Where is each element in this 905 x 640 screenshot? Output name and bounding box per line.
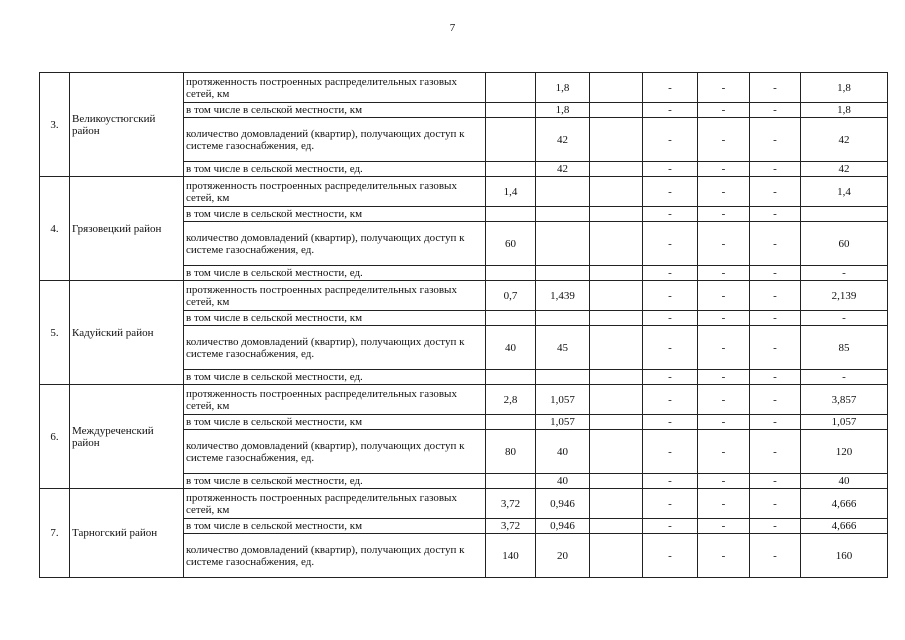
value-cell: 40 (536, 430, 590, 474)
value-cell: - (750, 266, 801, 281)
value-cell (590, 415, 643, 430)
value-cell: - (698, 222, 750, 266)
value-cell: - (698, 534, 750, 578)
total-cell: 4,666 (801, 519, 888, 534)
district-name: Грязовецкий район (70, 177, 184, 281)
value-cell: - (698, 177, 750, 207)
total-cell (801, 207, 888, 222)
value-cell: 60 (486, 222, 536, 266)
value-cell: - (698, 430, 750, 474)
value-cell: - (643, 162, 698, 177)
indicator-label: в том числе в сельской местности, км (184, 311, 486, 326)
value-cell: - (698, 519, 750, 534)
value-cell: 1,4 (486, 177, 536, 207)
district-number: 3. (40, 73, 70, 177)
total-cell: 85 (801, 326, 888, 370)
value-cell: - (750, 489, 801, 519)
district-number: 4. (40, 177, 70, 281)
indicator-label: количество домовладений (квартир), получающих доступ к системе газоснабжения, ед. (184, 222, 486, 266)
value-cell (486, 118, 536, 162)
value-cell: - (698, 266, 750, 281)
table-row (40, 73, 888, 103)
value-cell: - (750, 162, 801, 177)
total-cell: 1,4 (801, 177, 888, 207)
value-cell: - (698, 103, 750, 118)
value-cell (486, 162, 536, 177)
value-cell (486, 207, 536, 222)
value-cell: - (750, 415, 801, 430)
indicator-label: в том числе в сельской местности, ед. (184, 370, 486, 385)
total-cell: 1,8 (801, 103, 888, 118)
indicator-label: протяженность построенных распределительных газовых сетей, км (184, 385, 486, 415)
indicator-label: в том числе в сельской местности, км (184, 207, 486, 222)
value-cell (590, 311, 643, 326)
value-cell: - (750, 474, 801, 489)
value-cell: - (643, 519, 698, 534)
value-cell (486, 103, 536, 118)
table-row (40, 489, 888, 519)
indicator-label: в том числе в сельской местности, км (184, 103, 486, 118)
value-cell (590, 103, 643, 118)
value-cell: - (698, 281, 750, 311)
value-cell: - (750, 326, 801, 370)
value-cell: 1,057 (536, 415, 590, 430)
value-cell: 40 (486, 326, 536, 370)
value-cell: - (698, 474, 750, 489)
value-cell: - (643, 474, 698, 489)
value-cell: 80 (486, 430, 536, 474)
total-cell: 160 (801, 534, 888, 578)
value-cell: - (750, 430, 801, 474)
value-cell (590, 207, 643, 222)
value-cell (486, 73, 536, 103)
value-cell: - (750, 534, 801, 578)
indicator-label: в том числе в сельской местности, ед. (184, 162, 486, 177)
total-cell: - (801, 266, 888, 281)
value-cell: - (643, 73, 698, 103)
value-cell: - (750, 118, 801, 162)
value-cell (486, 370, 536, 385)
total-cell: 2,139 (801, 281, 888, 311)
value-cell (590, 370, 643, 385)
value-cell: 40 (536, 474, 590, 489)
total-cell: - (801, 370, 888, 385)
value-cell: - (750, 281, 801, 311)
value-cell: - (643, 534, 698, 578)
indicator-label: количество домовладений (квартир), получающих доступ к системе газоснабжения, ед. (184, 534, 486, 578)
value-cell: 1,8 (536, 103, 590, 118)
total-cell: 3,857 (801, 385, 888, 415)
value-cell: - (643, 207, 698, 222)
value-cell: 1,439 (536, 281, 590, 311)
value-cell (590, 162, 643, 177)
value-cell: - (643, 489, 698, 519)
value-cell: - (643, 415, 698, 430)
value-cell (536, 266, 590, 281)
value-cell: 20 (536, 534, 590, 578)
total-cell: - (801, 311, 888, 326)
value-cell (590, 281, 643, 311)
total-cell: 42 (801, 118, 888, 162)
value-cell: - (698, 489, 750, 519)
total-cell: 1,057 (801, 415, 888, 430)
table-row (40, 177, 888, 207)
indicator-label: протяженность построенных распределительных газовых сетей, км (184, 73, 486, 103)
value-cell (590, 177, 643, 207)
value-cell: - (750, 370, 801, 385)
value-cell: 45 (536, 326, 590, 370)
district-name: Междуреченский район (70, 385, 184, 489)
value-cell: 42 (536, 118, 590, 162)
value-cell (590, 73, 643, 103)
value-cell: - (643, 177, 698, 207)
value-cell: - (643, 311, 698, 326)
total-cell: 1,8 (801, 73, 888, 103)
indicator-label: в том числе в сельской местности, км (184, 415, 486, 430)
total-cell: 120 (801, 430, 888, 474)
value-cell (536, 177, 590, 207)
value-cell (590, 222, 643, 266)
value-cell (590, 385, 643, 415)
value-cell: 140 (486, 534, 536, 578)
value-cell: - (698, 385, 750, 415)
value-cell: - (698, 415, 750, 430)
value-cell (590, 118, 643, 162)
value-cell: - (698, 73, 750, 103)
indicator-label: в том числе в сельской местности, км (184, 519, 486, 534)
district-number: 5. (40, 281, 70, 385)
value-cell: - (643, 430, 698, 474)
value-cell: 0,946 (536, 519, 590, 534)
value-cell: - (750, 311, 801, 326)
indicator-label: протяженность построенных распределительных газовых сетей, км (184, 177, 486, 207)
value-cell (590, 489, 643, 519)
district-number: 7. (40, 489, 70, 578)
value-cell: - (750, 103, 801, 118)
total-cell: 4,666 (801, 489, 888, 519)
value-cell: - (750, 207, 801, 222)
value-cell (590, 326, 643, 370)
value-cell: - (698, 118, 750, 162)
value-cell: - (643, 103, 698, 118)
indicator-label: протяженность построенных распределительных газовых сетей, км (184, 281, 486, 311)
indicator-label: в том числе в сельской местности, ед. (184, 474, 486, 489)
value-cell: 42 (536, 162, 590, 177)
value-cell: - (750, 222, 801, 266)
value-cell: 3,72 (486, 519, 536, 534)
total-cell: 40 (801, 474, 888, 489)
value-cell: - (750, 519, 801, 534)
district-name: Кадуйский район (70, 281, 184, 385)
value-cell: 3,72 (486, 489, 536, 519)
value-cell: - (643, 370, 698, 385)
value-cell: - (750, 385, 801, 415)
value-cell: 0,7 (486, 281, 536, 311)
value-cell: - (643, 118, 698, 162)
district-name: Великоустюгский район (70, 73, 184, 177)
value-cell: - (698, 326, 750, 370)
indicator-label: количество домовладений (квартир), получающих доступ к системе газоснабжения, ед. (184, 430, 486, 474)
indicator-label: количество домовладений (квартир), получающих доступ к системе газоснабжения, ед. (184, 326, 486, 370)
value-cell (590, 519, 643, 534)
value-cell (590, 534, 643, 578)
table-row (40, 281, 888, 311)
value-cell: - (643, 326, 698, 370)
value-cell: - (698, 370, 750, 385)
indicator-label: количество домовладений (квартир), получающих доступ к системе газоснабжения, ед. (184, 118, 486, 162)
indicator-label: протяженность построенных распределительных газовых сетей, км (184, 489, 486, 519)
value-cell: - (643, 266, 698, 281)
value-cell: - (698, 311, 750, 326)
value-cell (590, 474, 643, 489)
value-cell: 0,946 (536, 489, 590, 519)
value-cell (536, 222, 590, 266)
value-cell: 1,8 (536, 73, 590, 103)
value-cell (590, 266, 643, 281)
value-cell: - (698, 162, 750, 177)
table-row (40, 385, 888, 415)
total-cell: 60 (801, 222, 888, 266)
value-cell: 2,8 (486, 385, 536, 415)
value-cell: - (750, 177, 801, 207)
value-cell (486, 415, 536, 430)
value-cell: - (643, 385, 698, 415)
value-cell: - (643, 222, 698, 266)
value-cell (486, 474, 536, 489)
value-cell (536, 370, 590, 385)
value-cell: - (698, 207, 750, 222)
gasification-table (39, 72, 888, 578)
value-cell: - (643, 281, 698, 311)
page-number: 7 (449, 22, 456, 34)
value-cell: 1,057 (536, 385, 590, 415)
district-name: Тарногский район (70, 489, 184, 578)
value-cell (536, 311, 590, 326)
value-cell (590, 430, 643, 474)
indicator-label: в том числе в сельской местности, ед. (184, 266, 486, 281)
value-cell (486, 311, 536, 326)
value-cell: - (750, 73, 801, 103)
value-cell (536, 207, 590, 222)
total-cell: 42 (801, 162, 888, 177)
value-cell (486, 266, 536, 281)
district-number: 6. (40, 385, 70, 489)
